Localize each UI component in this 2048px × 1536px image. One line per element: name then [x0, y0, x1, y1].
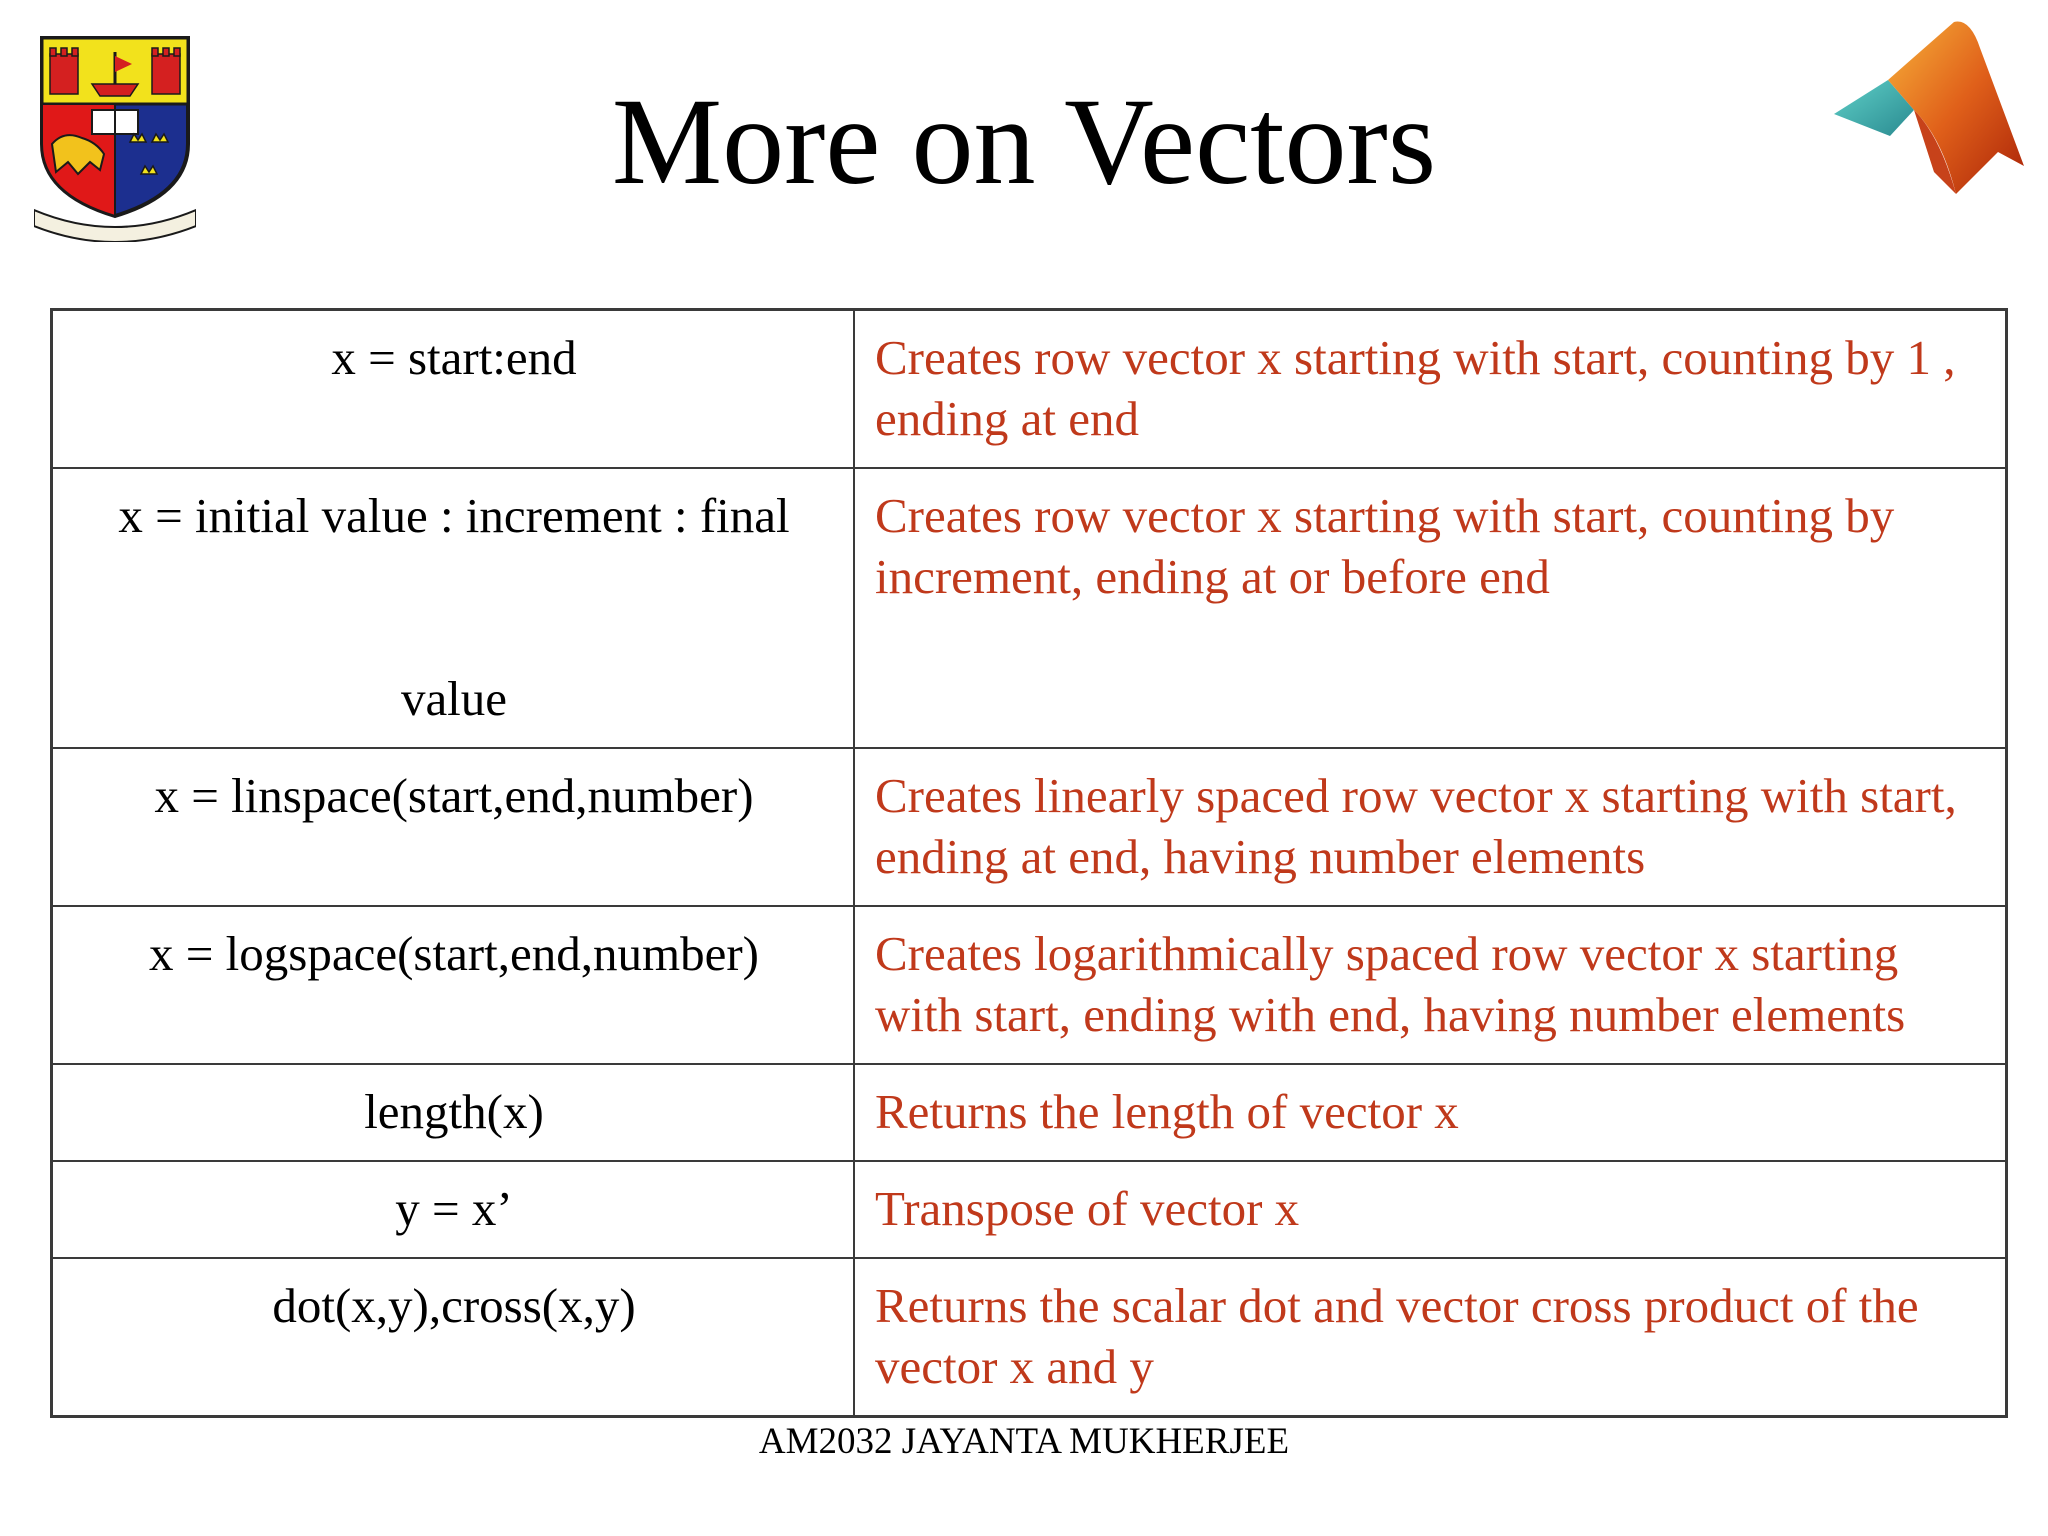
description-cell: Returns the length of vector x — [854, 1064, 2007, 1161]
slide-title: More on Vectors — [611, 73, 1437, 210]
command-cell: x = linspace(start,end,number) — [52, 748, 855, 906]
table-row — [52, 1064, 2007, 1161]
command-cell: dot(x,y),cross(x,y) — [52, 1258, 855, 1417]
description-cell: Creates row vector x starting with start, counting by increment, ending at or before end — [854, 468, 2007, 748]
description-cell: Creates linearly spaced row vector x starting with start, ending at end, having number elements — [854, 748, 2007, 906]
command-cell: x = initial value : increment : final value — [52, 468, 855, 748]
table-row — [52, 906, 2007, 1064]
command-cell: y = x’ — [52, 1161, 855, 1258]
slide-footer: AM2032 JAYANTA MUKHERJEE — [758, 1421, 1290, 1462]
description-cell: Creates row vector x starting with start, counting by 1 , ending at end — [854, 310, 2007, 469]
table-row — [52, 310, 2007, 469]
vector-functions-table — [50, 308, 2008, 1418]
table-row — [52, 468, 2007, 748]
table-row — [52, 1161, 2007, 1258]
command-cell: length(x) — [52, 1064, 855, 1161]
table-row — [52, 1258, 2007, 1417]
description-cell: Returns the scalar dot and vector cross product of the vector x and y — [854, 1258, 2007, 1417]
command-cell: x = logspace(start,end,number) — [52, 906, 855, 1064]
command-cell: x = start:end — [52, 310, 855, 469]
description-cell: Creates logarithmically spaced row vector x starting with start, ending with end, having number elements — [854, 906, 2007, 1064]
table-row — [52, 748, 2007, 906]
description-cell: Transpose of vector x — [854, 1161, 2007, 1258]
